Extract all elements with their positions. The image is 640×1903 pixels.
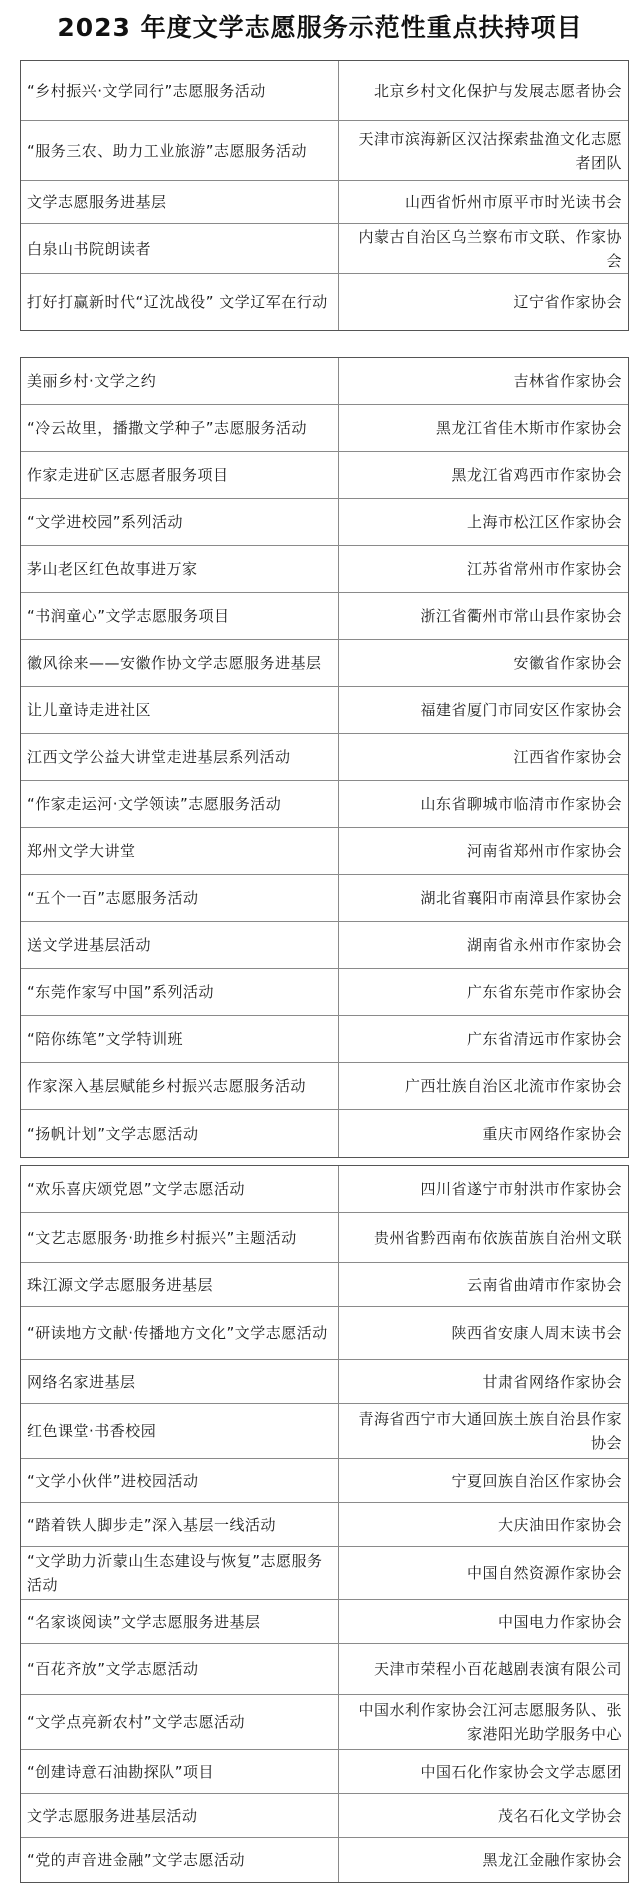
organization-name: 江西省作家协会 [513, 748, 622, 766]
organization-name: 湖南省永州市作家协会 [466, 936, 622, 954]
project-name: 徽风徐来——安徽作协文学志愿服务进基层 [27, 654, 322, 672]
organization-cell [339, 687, 628, 733]
organization-name: 四川省遂宁市射洪市作家协会 [420, 1180, 622, 1198]
organization-cell [339, 1695, 628, 1749]
table-row [21, 875, 628, 922]
organization-cell [339, 1360, 628, 1403]
organization-cell [339, 499, 628, 545]
organization-name: 辽宁省作家协会 [513, 293, 622, 311]
project-name-cell [21, 1547, 339, 1599]
organization-name: 北京乡村文化保护与发展志愿者协会 [373, 81, 622, 100]
organization-cell [339, 121, 628, 180]
table-row [21, 1695, 628, 1750]
organization-cell [339, 181, 628, 223]
table-row [21, 1166, 628, 1213]
organization-cell [339, 274, 628, 330]
project-name: “陪你练笔”文学特训班 [27, 1030, 184, 1048]
project-name: “五个一百”志愿服务活动 [27, 889, 199, 907]
organization-name: 中国石化作家协会文学志愿团 [420, 1762, 622, 1781]
organization-cell [339, 969, 628, 1015]
organization-name: 大庆油田作家协会 [497, 1515, 622, 1534]
project-name-cell [21, 922, 339, 968]
table-row [21, 687, 628, 734]
table-row [21, 1110, 628, 1157]
project-name: “服务三农、助力工业旅游”志愿服务活动 [27, 141, 308, 160]
project-name-cell [21, 593, 339, 639]
project-name: 茅山老区红色故事进万家 [27, 560, 198, 578]
project-name: 作家走进矿区志愿者服务项目 [27, 466, 229, 484]
table-row [21, 1307, 628, 1360]
project-name-cell [21, 1750, 339, 1793]
organization-cell [339, 452, 628, 498]
project-name-cell [21, 1307, 339, 1359]
organization-cell [339, 640, 628, 686]
organization-name: 贵州省黔西南布依族苗族自治州文联 [373, 1228, 622, 1247]
project-name: “文学小伙伴”进校园活动 [27, 1471, 199, 1490]
organization-name: 内蒙古自治区乌兰察布市文联、作家协会 [358, 227, 622, 270]
table-row [21, 405, 628, 452]
table-row [21, 1547, 628, 1600]
organization-name: 陕西省安康人周末读书会 [451, 1324, 622, 1342]
project-name-cell [21, 405, 339, 451]
organization-cell [339, 781, 628, 827]
project-name: “文学点亮新农村”文学志愿活动 [27, 1713, 246, 1731]
table-row [21, 1600, 628, 1644]
organization-cell [339, 828, 628, 874]
table-row [21, 61, 628, 121]
project-name: “扬帆计划”文学志愿活动 [27, 1124, 199, 1143]
project-name-cell [21, 181, 339, 223]
project-name: “冷云故里，播撒文学种子”志愿服务活动 [27, 419, 308, 437]
organization-cell [339, 1547, 628, 1599]
organization-cell [339, 1838, 628, 1882]
organization-name: 中国电力作家协会 [497, 1612, 622, 1631]
project-name-cell [21, 734, 339, 780]
table-row [21, 181, 628, 224]
organization-cell [339, 1307, 628, 1359]
table-row [21, 828, 628, 875]
organization-cell [339, 1016, 628, 1062]
project-name-cell [21, 1404, 339, 1458]
organization-name: 安徽省作家协会 [513, 654, 622, 672]
project-table-group-1 [20, 60, 629, 331]
table-row [21, 546, 628, 593]
project-name: “欢乐喜庆颂党恩”文学志愿活动 [27, 1180, 246, 1198]
project-name-cell [21, 828, 339, 874]
organization-name: 山东省聊城市临清市作家协会 [420, 795, 622, 813]
project-name-cell [21, 1166, 339, 1212]
project-name-cell [21, 1263, 339, 1306]
project-name-cell [21, 1459, 339, 1502]
project-name: “名家谈阅读”文学志愿服务进基层 [27, 1612, 261, 1631]
project-name-cell [21, 1360, 339, 1403]
project-name-cell [21, 781, 339, 827]
organization-name: 江苏省常州市作家协会 [466, 560, 622, 578]
project-name-cell [21, 969, 339, 1015]
project-name: “文艺志愿服务·助推乡村振兴”主题活动 [27, 1228, 297, 1247]
project-name: 送文学进基层活动 [27, 936, 152, 954]
project-name-cell [21, 1213, 339, 1262]
organization-name: 茂名石化文学协会 [497, 1806, 622, 1825]
table-row [21, 499, 628, 546]
organization-cell [339, 1459, 628, 1502]
table-row [21, 734, 628, 781]
organization-name: 黑龙江省佳木斯市作家协会 [435, 419, 622, 437]
table-row [21, 593, 628, 640]
project-name-cell [21, 274, 339, 330]
table-row [21, 1404, 628, 1459]
project-name-cell [21, 358, 339, 404]
table-row [21, 969, 628, 1016]
organization-name: 中国自然资源作家协会 [466, 1564, 622, 1582]
organization-cell [339, 1600, 628, 1643]
project-name-cell [21, 452, 339, 498]
project-name-cell [21, 1110, 339, 1157]
project-name: 文学志愿服务进基层 [27, 193, 167, 211]
project-name: “党的声音进金融”文学志愿活动 [27, 1851, 246, 1869]
organization-cell [339, 1166, 628, 1212]
project-name-cell [21, 640, 339, 686]
table-row [21, 452, 628, 499]
project-name-cell [21, 546, 339, 592]
table-row [21, 1503, 628, 1547]
project-name-cell [21, 61, 339, 120]
organization-name: 山西省忻州市原平市时光读书会 [404, 193, 622, 211]
project-name-cell [21, 687, 339, 733]
organization-name: 云南省曲靖市作家协会 [466, 1275, 622, 1294]
project-name-cell [21, 1838, 339, 1882]
organization-cell [339, 1794, 628, 1837]
organization-cell [339, 1750, 628, 1793]
project-name: “书润童心”文学志愿服务项目 [27, 607, 230, 625]
project-name: 红色课堂·书香校园 [27, 1422, 157, 1440]
project-name: “创建诗意石油勘探队”项目 [27, 1762, 215, 1781]
page-title: 2023 年度文学志愿服务示范性重点扶持项目 [57, 13, 583, 42]
project-name: “研读地方文献·传播地方文化”文学志愿活动 [27, 1324, 328, 1342]
organization-name: 甘肃省网络作家协会 [482, 1372, 622, 1391]
project-name: 珠江源文学志愿服务进基层 [27, 1275, 214, 1294]
project-name-cell [21, 1794, 339, 1837]
project-name: “文学助力沂蒙山生态建设与恢复”志愿服务活动 [27, 1552, 323, 1594]
project-name: “踏着铁人脚步走”深入基层一线活动 [27, 1515, 277, 1534]
table-row [21, 1644, 628, 1695]
project-name: “乡村振兴·文学同行”志愿服务活动 [27, 81, 266, 100]
table-row [21, 1213, 628, 1263]
organization-name: 青海省西宁市大通回族土族自治县作家协会 [358, 1410, 622, 1452]
project-table-group-3 [20, 1165, 629, 1883]
project-name: 打好打赢新时代“辽沈战役” 文学辽军在行动 [27, 293, 328, 311]
project-name: 白泉山书院朗读者 [27, 239, 152, 258]
organization-name: 福建省厦门市同安区作家协会 [420, 701, 622, 719]
project-name: 美丽乡村·文学之约 [27, 372, 157, 390]
project-name: “作家走运河·文学领读”志愿服务活动 [27, 795, 282, 813]
organization-cell [339, 1063, 628, 1109]
project-name-cell [21, 1644, 339, 1694]
organization-cell [339, 922, 628, 968]
organization-name: 广东省清远市作家协会 [466, 1030, 622, 1048]
table-row [21, 358, 628, 405]
table-row [21, 1263, 628, 1307]
project-name-cell [21, 1503, 339, 1546]
project-name: “东莞作家写中国”系列活动 [27, 983, 215, 1001]
project-name: “百花齐放”文学志愿活动 [27, 1660, 199, 1678]
table-row [21, 1360, 628, 1404]
organization-name: 上海市松江区作家协会 [466, 513, 622, 531]
organization-cell [339, 358, 628, 404]
organization-cell [339, 546, 628, 592]
table-row [21, 922, 628, 969]
table-row [21, 121, 628, 181]
project-name-cell [21, 1063, 339, 1109]
table-row [21, 1459, 628, 1503]
table-row [21, 1063, 628, 1110]
organization-name: 湖北省襄阳市南漳县作家协会 [420, 889, 622, 907]
organization-name: 天津市滨海新区汉沽探索盐渔文化志愿者团队 [358, 129, 622, 172]
organization-cell [339, 405, 628, 451]
organization-cell [339, 1263, 628, 1306]
project-name: 郑州文学大讲堂 [27, 842, 136, 860]
project-name: 作家深入基层赋能乡村振兴志愿服务活动 [27, 1077, 307, 1095]
project-name-cell [21, 1600, 339, 1643]
table-row [21, 274, 628, 330]
organization-cell [339, 1110, 628, 1157]
table-row [21, 781, 628, 828]
organization-name: 宁夏回族自治区作家协会 [451, 1471, 622, 1490]
organization-name: 黑龙江金融作家协会 [482, 1851, 622, 1869]
organization-cell [339, 593, 628, 639]
table-row [21, 1838, 628, 1882]
project-name: 文学志愿服务进基层活动 [27, 1806, 198, 1825]
table-row [21, 1750, 628, 1794]
project-name-cell [21, 499, 339, 545]
organization-cell [339, 1213, 628, 1262]
organization-name: 广东省东莞市作家协会 [466, 983, 622, 1001]
organization-name: 广西壮族自治区北流市作家协会 [404, 1077, 622, 1095]
organization-name: 天津市荣程小百花越剧表演有限公司 [373, 1660, 622, 1678]
project-name-cell [21, 121, 339, 180]
table-row [21, 1016, 628, 1063]
organization-name: 河南省郑州市作家协会 [466, 842, 622, 860]
organization-cell [339, 61, 628, 120]
project-name-cell [21, 224, 339, 273]
organization-name: 中国水利作家协会江河志愿服务队、张家港阳光助学服务中心 [358, 1701, 622, 1743]
project-name: 让儿童诗走进社区 [27, 701, 152, 719]
project-table-group-2 [20, 357, 629, 1158]
project-name-cell [21, 1016, 339, 1062]
project-name: “文学进校园”系列活动 [27, 513, 184, 531]
organization-cell [339, 875, 628, 921]
project-name: 网络名家进基层 [27, 1372, 136, 1391]
project-name-cell [21, 1695, 339, 1749]
project-name: 江西文学公益大讲堂走进基层系列活动 [27, 748, 291, 766]
organization-cell [339, 1503, 628, 1546]
organization-name: 重庆市网络作家协会 [482, 1124, 622, 1143]
organization-cell [339, 1404, 628, 1458]
table-row [21, 640, 628, 687]
organization-cell [339, 1644, 628, 1694]
organization-name: 吉林省作家协会 [513, 372, 622, 390]
project-name-cell [21, 875, 339, 921]
table-row [21, 1794, 628, 1838]
organization-name: 黑龙江省鸡西市作家协会 [451, 466, 622, 484]
organization-cell [339, 734, 628, 780]
organization-name: 浙江省衢州市常山县作家协会 [420, 607, 622, 625]
organization-cell [339, 224, 628, 273]
table-row [21, 224, 628, 274]
